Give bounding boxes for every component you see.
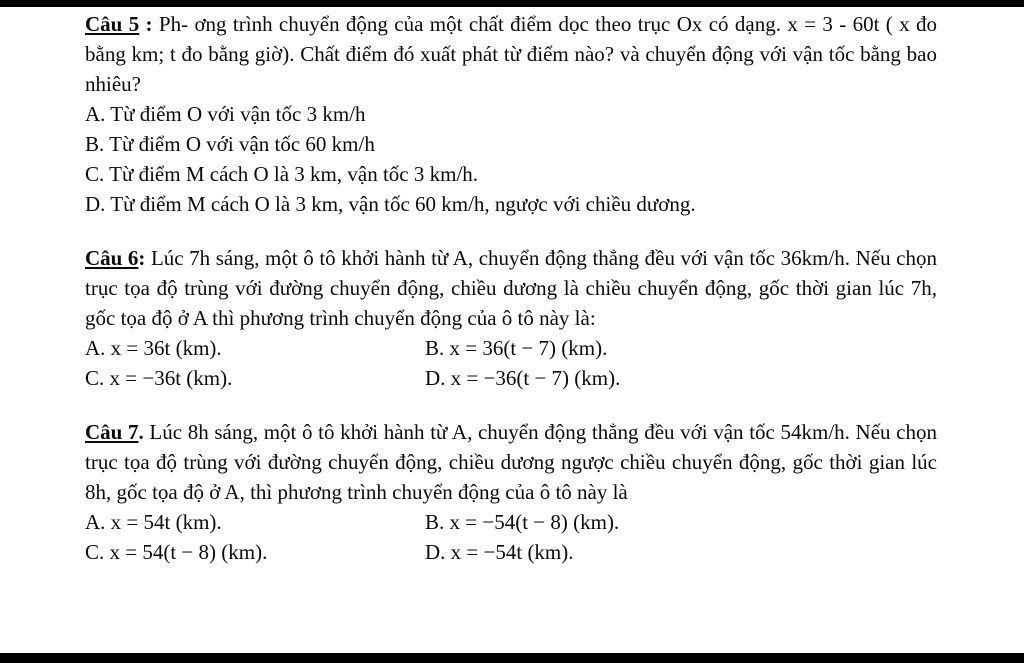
question-body: Lúc 8h sáng, một ô tô khởi hành từ A, chuyển động thẳng đều với vận tốc 54km/h. Nếu chọn trục tọa độ trùng với đường chuyển động, chiều dương ngược chiều chuyển động, gốc thời gian lúc 8h, gốc tọa độ ở A, thì phương trình chuyển động của ô tô này là	[85, 420, 938, 504]
option-label: C.	[85, 162, 105, 186]
answer-option-a	[85, 507, 425, 537]
question-text	[85, 9, 937, 99]
option-text: x = −36(t − 7) (km).	[450, 366, 621, 390]
option-label: C.	[85, 366, 105, 390]
question-header-separator: .	[138, 420, 150, 444]
option-label: B.	[85, 132, 105, 156]
answer-option-a	[85, 99, 937, 129]
option-label: B.	[425, 510, 445, 534]
answer-option-d	[425, 537, 937, 567]
answer-options	[85, 99, 937, 219]
option-text: x = −54t (km).	[450, 540, 574, 564]
option-text: x = 36(t − 7) (km).	[449, 336, 608, 360]
answer-option-d	[425, 363, 937, 393]
option-label: C.	[85, 540, 105, 564]
answer-option-b	[425, 333, 937, 363]
question-block-5	[85, 9, 937, 219]
option-text: Từ điểm O với vận tốc 60 km/h	[109, 132, 375, 156]
answer-options	[85, 507, 937, 567]
question-text	[85, 417, 937, 507]
option-text: Từ điểm M cách O là 3 km, vận tốc 3 km/h.	[109, 162, 479, 186]
question-text	[85, 243, 937, 333]
answer-option-b	[425, 507, 937, 537]
question-body: Ph- ơng trình chuyển động của một chất điểm dọc theo trục Ox có dạng. x = 3 - 60t ( x đo bằng km; t đo bằng giờ). Chất điểm đó xuất phát từ điểm nào? và chuyển động với vận tốc bằng bao nhiêu?	[85, 12, 937, 96]
option-text: x = −36t (km).	[109, 366, 233, 390]
option-label: A.	[85, 102, 106, 126]
option-label: D.	[85, 192, 106, 216]
option-label: A.	[85, 336, 106, 360]
question-block-7	[85, 417, 937, 567]
document-content	[85, 9, 937, 567]
top-black-bar	[0, 0, 1024, 7]
option-label: B.	[425, 336, 445, 360]
question-header-separator: :	[138, 246, 151, 270]
answer-option-c	[85, 159, 937, 189]
option-text: x = 54t (km).	[110, 510, 222, 534]
answer-option-a	[85, 333, 425, 363]
answer-option-b	[85, 129, 937, 159]
option-text: x = −54(t − 8) (km).	[449, 510, 620, 534]
question-header-separator: :	[139, 12, 159, 36]
option-label: D.	[425, 540, 446, 564]
question-body: Lúc 7h sáng, một ô tô khởi hành từ A, chuyển động thẳng đều với vận tốc 36km/h. Nếu chọn trục tọa độ trùng với đường chuyển động, chiều dương là chiều chuyển động, gốc thời gian lúc 7h, gốc tọa độ ở A thì phương trình chuyển động của ô tô này là:	[85, 246, 937, 330]
option-text: x = 36t (km).	[110, 336, 222, 360]
option-text: Từ điểm M cách O là 3 km, vận tốc 60 km/h, ngược với chiều dương.	[110, 192, 696, 216]
answer-options	[85, 333, 937, 393]
question-header: Câu 5	[85, 12, 140, 36]
option-text: Từ điểm O với vận tốc 3 km/h	[110, 102, 366, 126]
question-header: Câu 6	[85, 246, 139, 270]
question-block-6	[85, 243, 937, 393]
option-label: A.	[85, 510, 106, 534]
bottom-black-bar	[0, 653, 1024, 663]
answer-option-c	[85, 537, 425, 567]
answer-option-d	[85, 189, 937, 219]
option-label: D.	[425, 366, 446, 390]
option-text: x = 54(t − 8) (km).	[109, 540, 268, 564]
question-header: Câu 7	[85, 420, 139, 444]
answer-option-c	[85, 363, 425, 393]
